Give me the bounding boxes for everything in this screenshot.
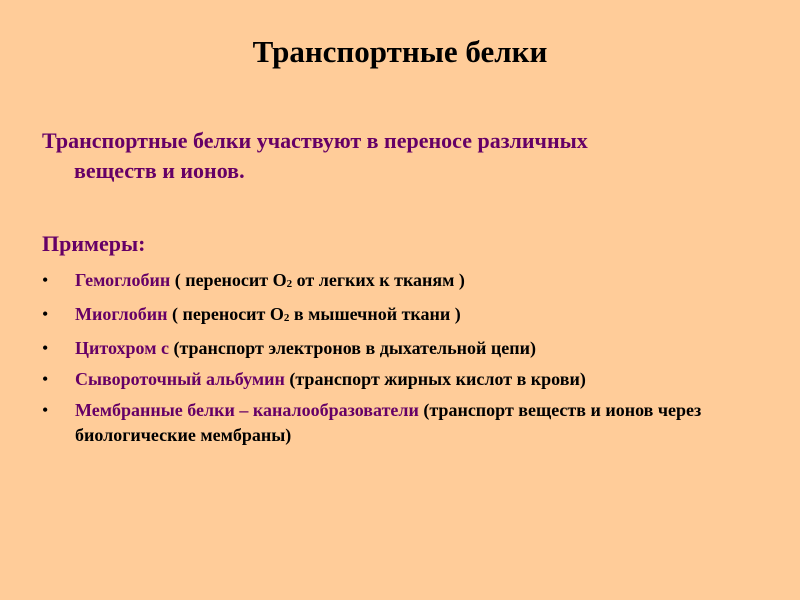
- intro-line-2: веществ и ионов.: [74, 158, 245, 183]
- protein-name: Цитохром с: [75, 338, 169, 358]
- protein-name: Мембранные белки – каналообразователи: [75, 400, 419, 420]
- subscript: 2: [283, 312, 290, 324]
- list-item: [42, 268, 742, 296]
- desc-text: ( переносит О: [167, 304, 284, 324]
- bullet-icon: •: [42, 400, 49, 420]
- bullet-icon: •: [42, 304, 49, 324]
- protein-description: (транспорт веществ и ионов через биологические мембраны): [75, 400, 702, 445]
- desc-text-end: в мышечной ткани ): [289, 304, 461, 324]
- list-item: [42, 367, 742, 392]
- protein-name: Гемоглобин: [75, 270, 171, 290]
- desc-text-end: от легких к тканям ): [292, 270, 465, 290]
- protein-description: [167, 304, 460, 324]
- protein-description: [170, 270, 465, 290]
- intro-line-1: Транспортные белки участвуют в переносе различных: [42, 128, 588, 153]
- protein-description: (транспорт электронов в дыхательной цепи): [168, 338, 536, 358]
- protein-name: Миоглобин: [75, 304, 168, 324]
- bullet-icon: •: [42, 369, 49, 389]
- subscript: 2: [286, 278, 293, 290]
- list-item: [42, 302, 742, 330]
- bullet-icon: •: [42, 270, 49, 290]
- bullet-icon: •: [42, 338, 49, 358]
- slide-title: Транспортные белки: [252, 34, 548, 69]
- protein-name: Сывороточный альбумин: [75, 369, 285, 389]
- list-item: [42, 336, 742, 361]
- intro-text: [42, 126, 742, 186]
- protein-description: (транспорт жирных кислот в крови): [284, 369, 586, 389]
- examples-list: [42, 268, 742, 454]
- desc-text: ( переносит О: [170, 270, 287, 290]
- list-item: [42, 398, 742, 448]
- examples-heading: Примеры:: [42, 231, 146, 256]
